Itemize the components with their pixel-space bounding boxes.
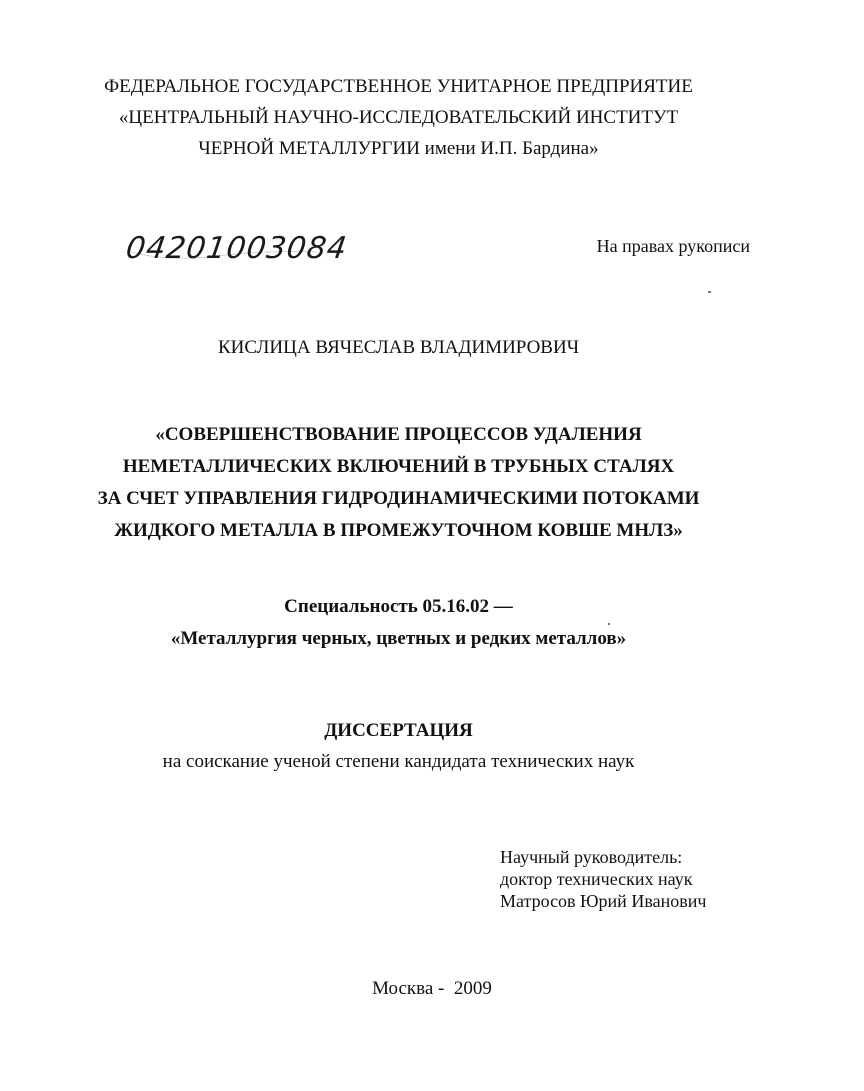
- organization-line-1: ФЕДЕРАЛЬНОЕ ГОСУДАРСТВЕННОЕ УНИТАРНОЕ ПРЕДПРИЯТИЕ: [104, 76, 693, 97]
- handwritten-registration-number: [123, 222, 350, 268]
- supervisor-degree: доктор технических наук: [500, 869, 693, 889]
- organization-line-2: «ЦЕНТРАЛЬНЫЙ НАУЧНО-ИССЛЕДОВАТЕЛЬСКИЙ ИНСТИТУТ: [118, 107, 679, 128]
- scan-speck: [708, 291, 711, 293]
- organization-line-3: ЧЕРНОЙ МЕТАЛЛУРГИИ имени И.П. Бардина»: [198, 138, 599, 159]
- handwritten-number-text: 04201003084: [123, 231, 350, 266]
- specialty-code: Специальность 05.16.02 —: [284, 596, 513, 617]
- thesis-title-line-3: ЗА СЧЕТ УПРАВЛЕНИЯ ГИДРОДИНАМИЧЕСКИМИ ПОТОКАМИ: [97, 488, 700, 509]
- dissertation-heading: ДИССЕРТАЦИЯ: [324, 720, 473, 741]
- scan-speck: [608, 623, 610, 625]
- handwritten-number-svg: [123, 222, 350, 268]
- dissertation-subheading: на соискание ученой степени кандидата технических наук: [162, 751, 635, 772]
- supervisor-label: Научный руководитель:: [500, 847, 683, 867]
- thesis-title-line-2: НЕМЕТАЛЛИЧЕСКИХ ВКЛЮЧЕНИЙ В ТРУБНЫХ СТАЛЯХ: [122, 456, 675, 477]
- thesis-title-line-1: «СОВЕРШЕНСТВОВАНИЕ ПРОЦЕССОВ УДАЛЕНИЯ: [155, 424, 642, 445]
- thesis-title-line-4: ЖИДКОГО МЕТАЛЛА В ПРОМЕЖУТОЧНОМ КОВШЕ МНЛЗ»: [114, 520, 683, 541]
- supervisor-name: Матросов Юрий Иванович: [500, 891, 707, 911]
- manuscript-rights-label: На правах рукописи: [596, 236, 750, 256]
- supervisor-block: [500, 846, 790, 912]
- author-name: КИСЛИЦА ВЯЧЕСЛАВ ВЛАДИМИРОВИЧ: [217, 337, 580, 358]
- city-year: Москва - 2009: [372, 978, 492, 999]
- specialty-name: «Металлургия черных, цветных и редких металлов»: [170, 628, 627, 649]
